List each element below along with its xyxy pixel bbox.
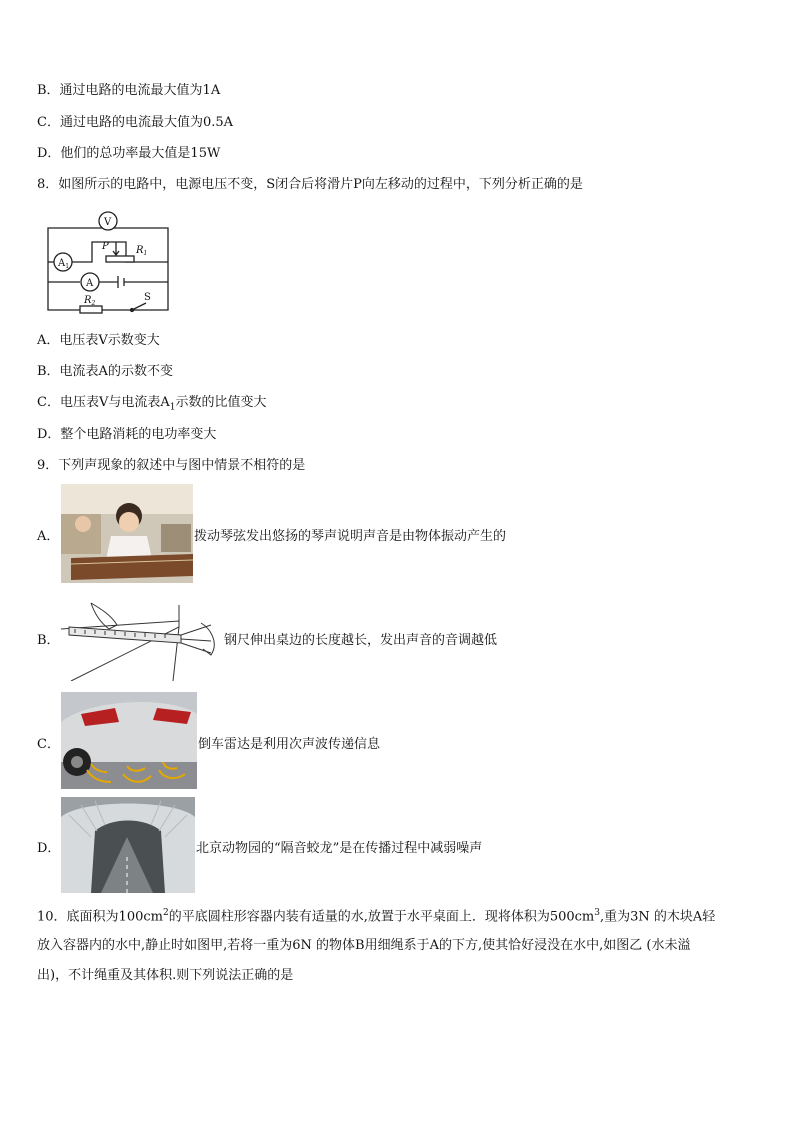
q9-option-b-label: B． <box>37 633 60 648</box>
q9-option-d-text: 北京动物园的“隔音蛟龙”是在传播过程中减弱噪声 <box>196 841 483 856</box>
q7-option-b: B．通过电路的电流最大值为1A <box>37 83 221 98</box>
q9-option-a-label: A． <box>37 529 60 544</box>
sound-barrier-tunnel-photo <box>61 797 195 893</box>
q9-option-b-text: 钢尺伸出桌边的长度越长，发出声音的音调越低 <box>224 633 498 648</box>
q9-option-c-label: C． <box>37 737 60 752</box>
voltmeter-label: V <box>104 217 112 228</box>
switch-s-label: S <box>144 292 151 303</box>
guzheng-photo <box>61 484 193 583</box>
q9-option-d-label: D． <box>37 841 61 856</box>
q7-option-d: D．他们的总功率最大值是15W <box>37 146 221 161</box>
q10-stem-line2: 放入容器内的水中,静止时如图甲,若将一重为6N 的物体B用细绳系于A的下方,使其恰好浸没在水中,如图乙 (水未溢 <box>37 938 691 953</box>
ammeter-a1-label: $A_1$ <box>58 258 70 270</box>
q8-option-a: A．电压表V示数变大 <box>37 333 160 348</box>
slider-p-label: P <box>102 241 109 252</box>
q7-option-c: C．通过电路的电流最大值为0.5A <box>37 115 234 130</box>
q8-option-b: B．电流表A的示数不变 <box>37 364 173 379</box>
r2-label: $R_2$ <box>84 295 96 307</box>
q9-option-a-text: 拨动琴弦发出悠扬的琴声说明声音是由物体振动产生的 <box>194 529 507 544</box>
reversing-radar-photo <box>61 692 197 789</box>
ammeter-a-label: A <box>86 278 94 289</box>
q8-option-d: D．整个电路消耗的电功率变大 <box>37 427 217 442</box>
r1-label: $R_1$ <box>136 245 148 257</box>
ruler-desk-drawing <box>61 595 223 681</box>
q10-stem-line3: 出)，不计绳重及其体积.则下列说法正确的是 <box>37 968 294 983</box>
q9-stem: 9．下列声现象的叙述中与图中情景不相符的是 <box>37 458 306 473</box>
q9-option-c-text: 倒车雷达是利用次声波传递信息 <box>198 737 381 752</box>
q8-stem: 8．如图所示的电路中，电源电压不变，S闭合后将滑片P向左移动的过程中，下列分析正确的是 <box>37 177 583 192</box>
q8-option-c: C．电压表V与电流表$A_1$示数的比值变大 <box>37 395 267 413</box>
q10-stem-line1: 10．底面积为$100cm^2$的平底圆柱形容器内装有适量的水,放置于水平桌面上．现将体积为$500cm^3$,重为3N 的木块A轻 <box>37 908 716 925</box>
q8-circuit-diagram <box>40 206 175 318</box>
